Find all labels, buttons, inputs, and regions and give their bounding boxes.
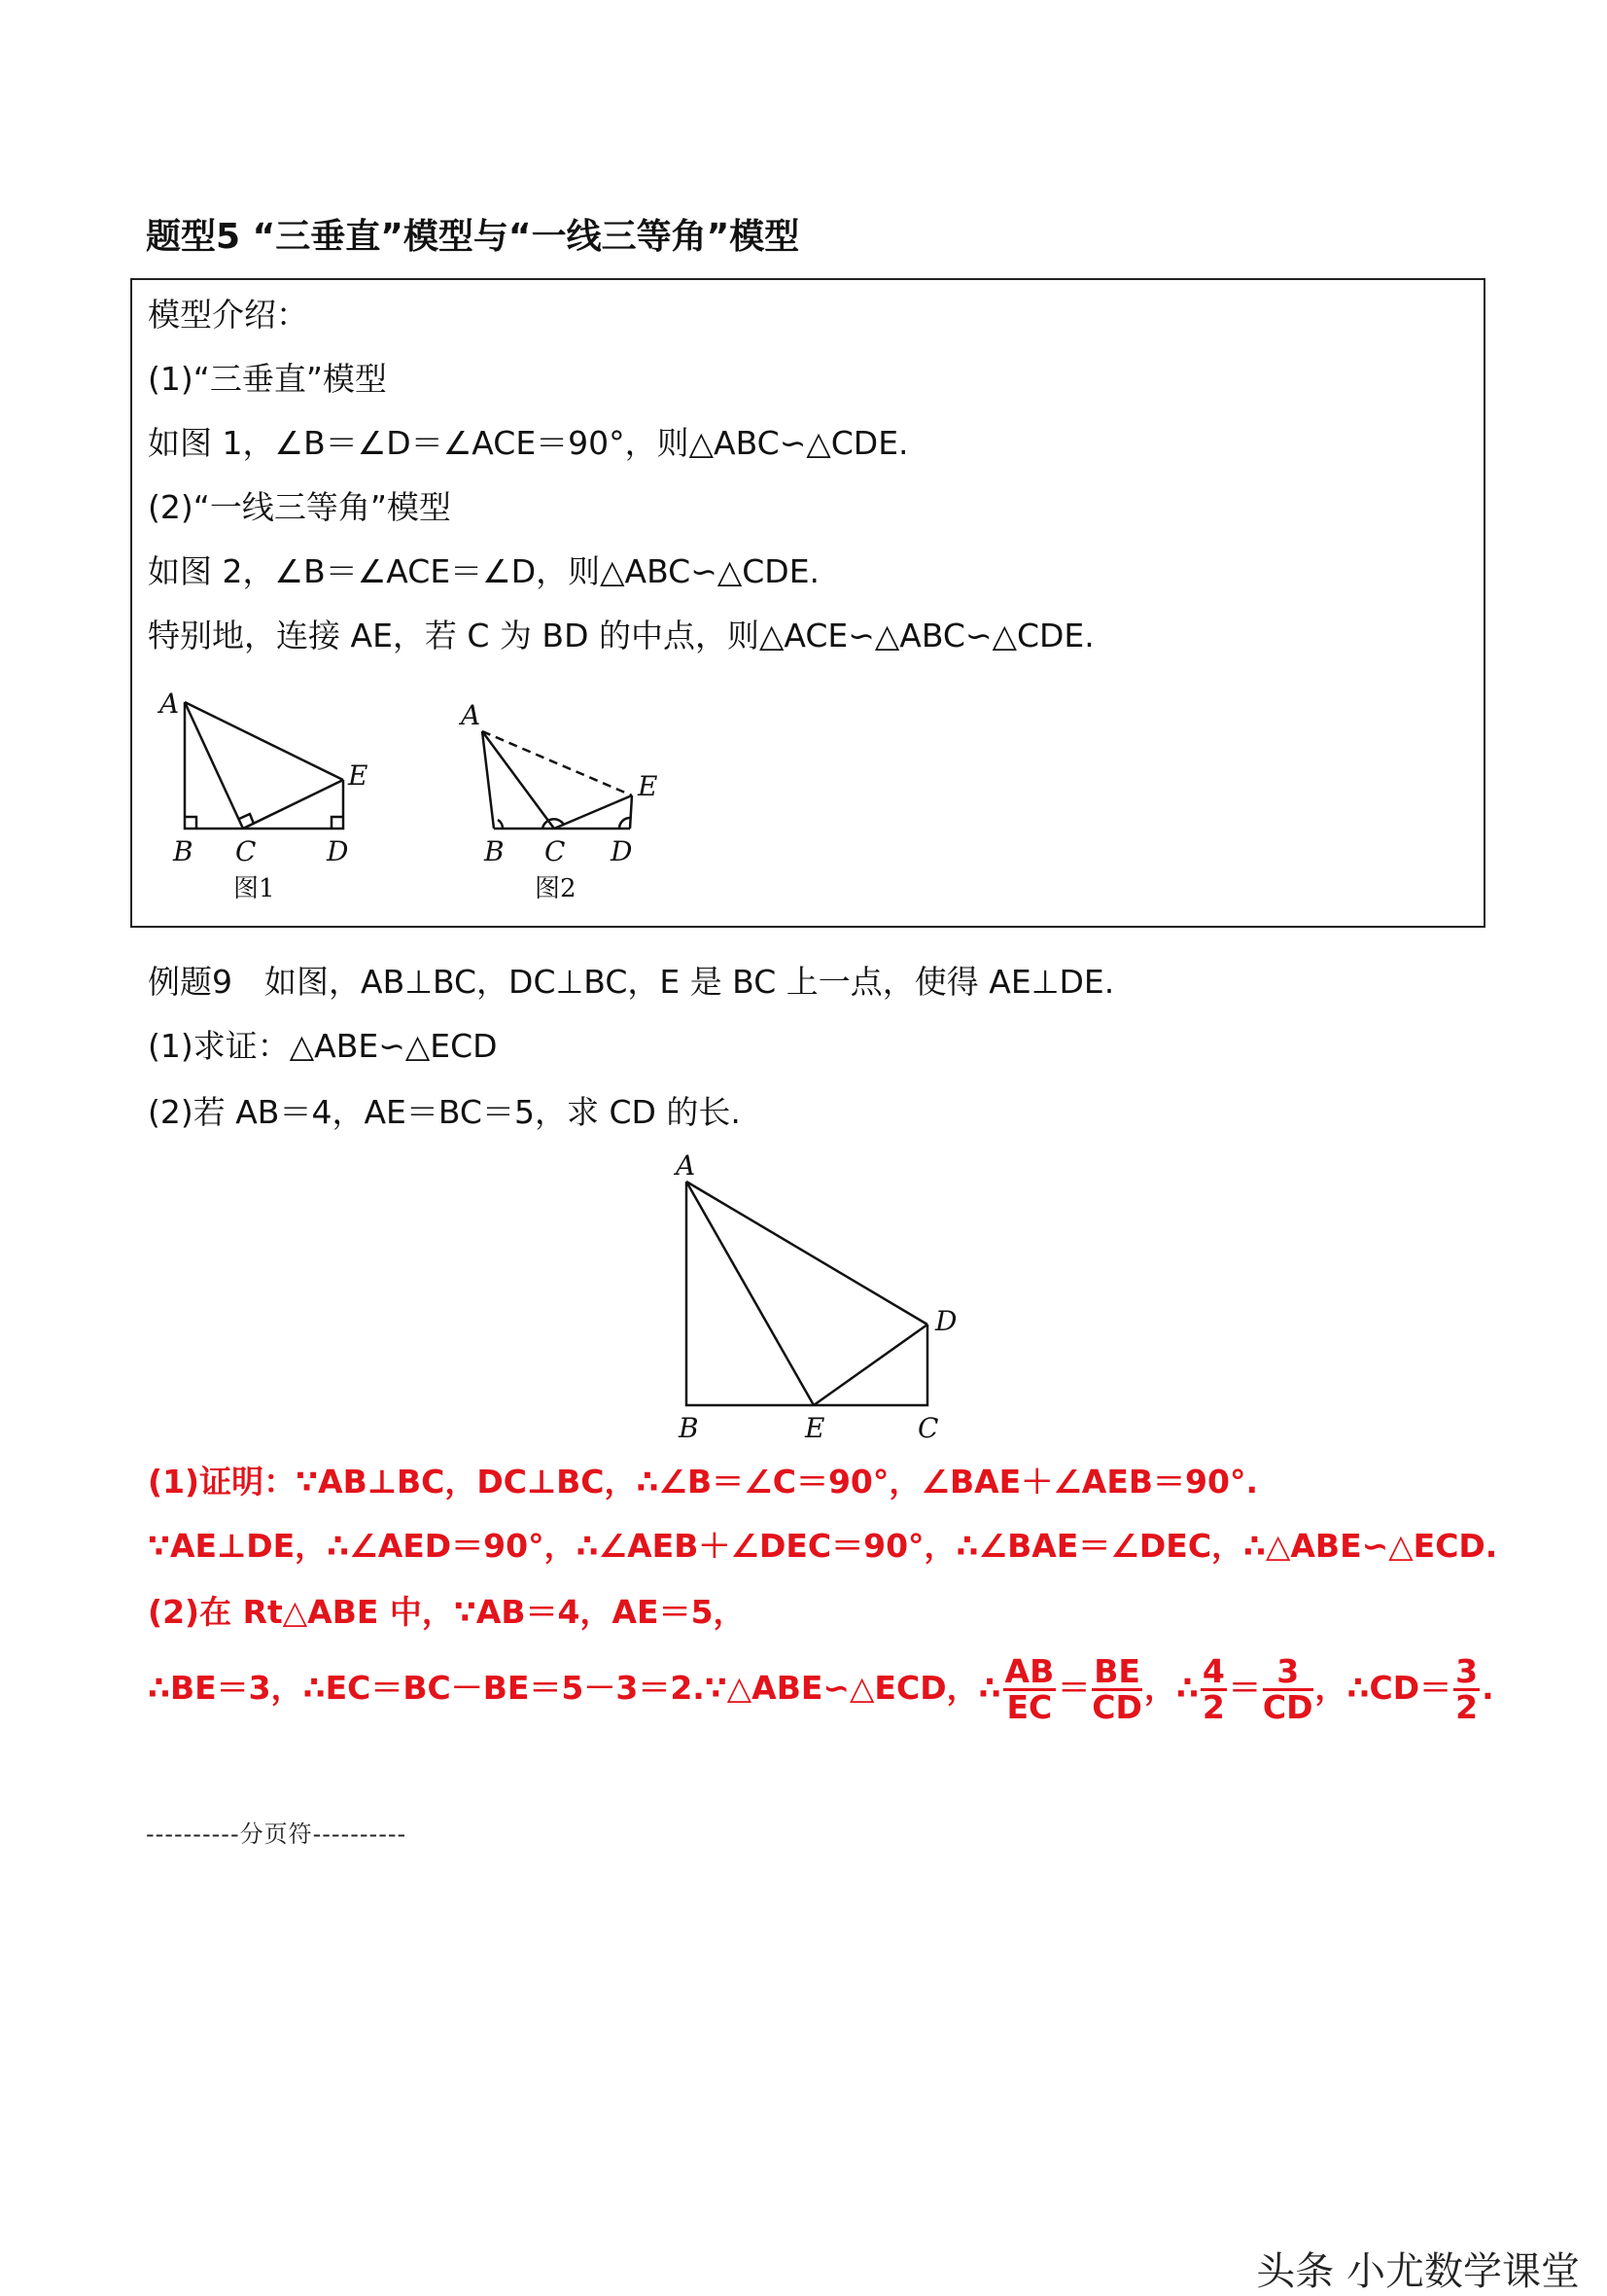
figure-2 — [447, 681, 700, 914]
section-title: 题型5 “三垂直”模型与“一线三等角”模型 — [146, 217, 800, 257]
fraction-numerator: 3 — [1455, 1652, 1479, 1690]
fraction-denominator: 2 — [1202, 1688, 1225, 1726]
example-part1: (1)求证：△ABE∽△ECD — [148, 1027, 498, 1065]
equals-sign: ＝ — [1058, 1669, 1091, 1707]
fraction-3-cd — [1262, 1652, 1313, 1726]
solution-line-4a: ∴BE＝3，∴EC＝BC－BE＝5－3＝2.∵△ABE∽△ECD，∴ — [148, 1669, 1001, 1707]
solution-line-1: (1)证明：∵AB⊥BC，DC⊥BC，∴∠B＝∠C＝90°，∠BAE＋∠AEB＝90°. — [148, 1463, 1258, 1501]
solution-line-3: (2)在 Rt△ABE 中，∵AB＝4，AE＝5， — [148, 1593, 746, 1631]
solution-line-4 — [148, 1649, 1494, 1727]
example-part2: (2)若 AB＝4，AE＝BC＝5，求 CD 的长. — [148, 1093, 741, 1131]
fig2-label-B: B — [484, 835, 505, 867]
fraction-denominator: EC — [1006, 1688, 1053, 1726]
fraction-numerator: 3 — [1263, 1655, 1313, 1691]
fig1-label-E: E — [348, 759, 368, 792]
example-label-E: E — [805, 1412, 825, 1444]
example-figure — [661, 1152, 982, 1444]
watermark: 头条 小尤数学课堂 — [1256, 2249, 1580, 2294]
fraction-numerator: AB — [1004, 1652, 1055, 1690]
fig2-caption: 图2 — [535, 874, 576, 903]
model1-title: (1)“三垂直”模型 — [148, 360, 387, 398]
fraction-numerator: 4 — [1202, 1652, 1225, 1690]
model2-special: 特别地，连接 AE，若 C 为 BD 的中点，则△ACE∽△ABC∽△CDE. — [148, 617, 1095, 654]
model1-text: 如图 1，∠B＝∠D＝∠ACE＝90°，则△ABC∽△CDE. — [148, 424, 909, 462]
fig1-label-A: A — [159, 688, 180, 720]
example-statement: 例题9 如图，AB⊥BC，DC⊥BC，E 是 BC 上一点，使得 AE⊥DE. — [148, 963, 1115, 1001]
fig2-label-C: C — [544, 835, 566, 867]
fraction-be-cd — [1092, 1652, 1142, 1726]
solution-line-4d: . — [1482, 1669, 1494, 1707]
example-label-C: C — [918, 1412, 939, 1444]
fraction-4-2 — [1201, 1652, 1227, 1726]
equals-sign: ＝ — [1228, 1669, 1261, 1707]
fig1-label-B: B — [173, 835, 193, 867]
fig1-label-C: C — [235, 835, 257, 867]
model2-title: (2)“一线三等角”模型 — [148, 488, 451, 526]
fraction-denominator: CD — [1092, 1688, 1142, 1726]
solution-line-4b: ，∴ — [1143, 1669, 1199, 1707]
figure-1 — [146, 681, 399, 914]
fig2-label-E: E — [638, 770, 658, 802]
fig1-label-D: D — [327, 835, 349, 867]
fraction-ab-ec — [1003, 1652, 1057, 1726]
solution-line-2: ∵AE⊥DE，∴∠AED＝90°，∴∠AEB＋∠DEC＝90°，∴∠BAE＝∠DEC，∴△ABE∽△ECD. — [148, 1527, 1498, 1565]
page-break-marker: ----------分页符---------- — [146, 1820, 407, 1848]
fraction-3-2 — [1453, 1652, 1480, 1726]
fraction-denominator: 2 — [1455, 1688, 1479, 1726]
example-label-B: B — [679, 1412, 699, 1444]
solution-line-4c: ，∴CD＝ — [1314, 1669, 1452, 1707]
fig1-caption: 图1 — [233, 874, 275, 903]
example-label-A: A — [676, 1152, 696, 1182]
example-label-D: D — [935, 1305, 958, 1337]
model2-text: 如图 2，∠B＝∠ACE＝∠D，则△ABC∽△CDE. — [148, 552, 821, 590]
fig2-label-D: D — [611, 835, 633, 867]
fraction-numerator: BE — [1094, 1652, 1140, 1690]
intro-heading: 模型介绍： — [148, 296, 308, 334]
fraction-denominator: CD — [1262, 1688, 1313, 1726]
fig2-label-A: A — [461, 699, 481, 731]
